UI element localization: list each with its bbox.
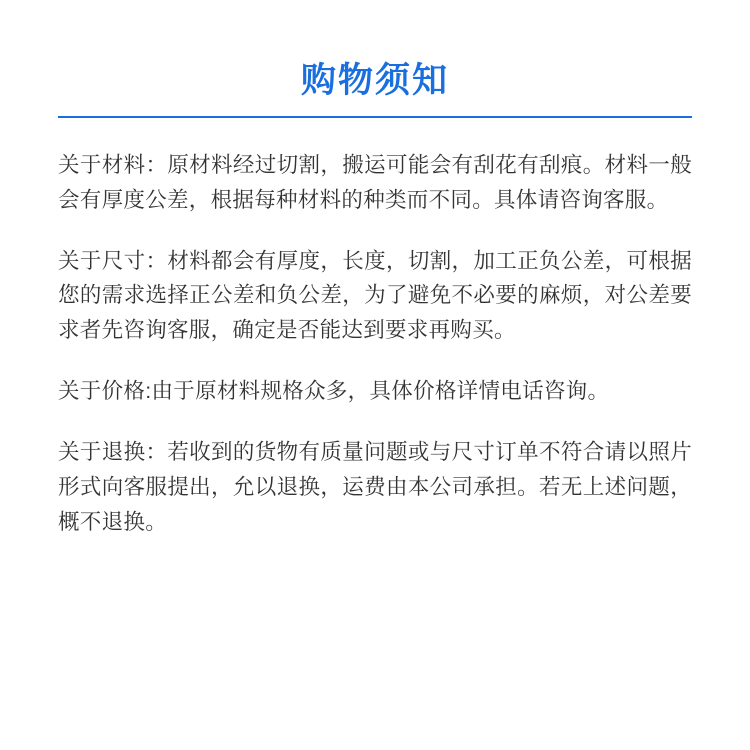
title-divider [58, 116, 692, 118]
notice-paragraph-price: 关于价格:由于原材料规格众多，具体价格详情电话咨询。 [58, 379, 610, 404]
notice-body [58, 148, 692, 539]
title-block [58, 60, 692, 118]
notice-paragraph-size: 关于尺寸：材料都会有厚度，长度，切割，加工正负公差，可根据您的需求选择正公差和负公差，为了避免不必要的麻烦，对公差要求者先咨询客服，确定是否能达到要求再购买。 [58, 248, 692, 343]
page-title: 购物须知 [300, 61, 449, 100]
notice-paragraph-material: 关于材料：原材料经过切割，搬运可能会有刮花有刮痕。材料一般会有厚度公差，根据每种材料的种类而不同。具体请咨询客服。 [58, 153, 692, 212]
notice-paragraph-return: 关于退换：若收到的货物有质量问题或与尺寸订单不符合请以照片形式向客服提出，允以退换，运费由本公司承担。若无上述问题，概不退换。 [58, 439, 692, 534]
